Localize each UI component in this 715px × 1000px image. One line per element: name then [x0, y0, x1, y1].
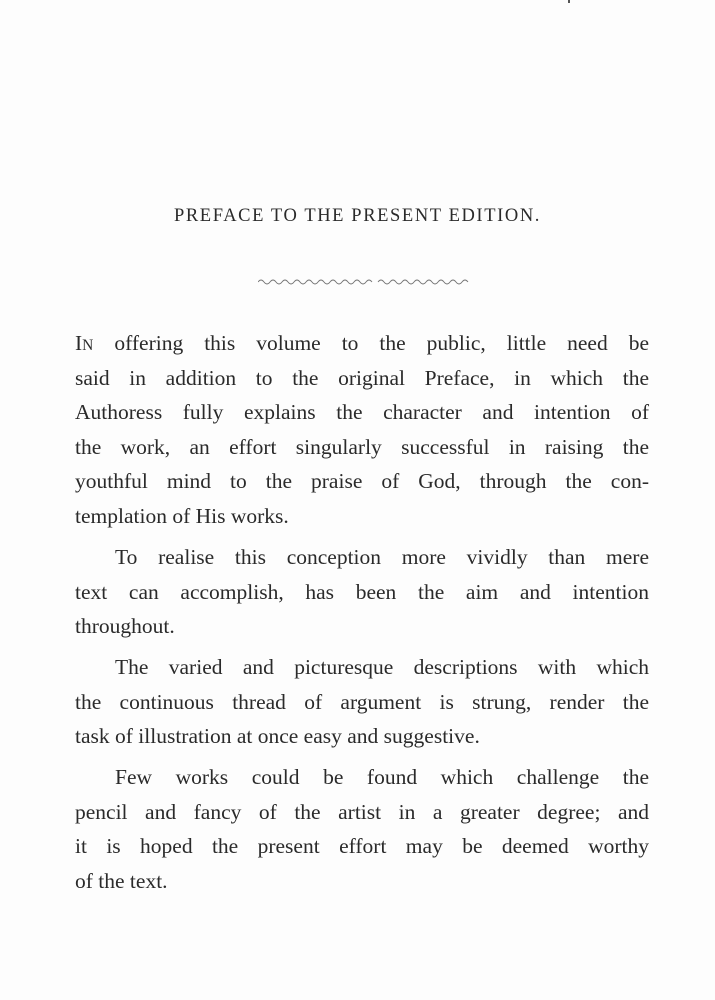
text-line: pencil and fancy of the artist in a greater degree; and	[75, 799, 649, 824]
text-line: To realise this conception more vividly than mere	[115, 545, 649, 569]
text-line: Authoress fully explains the character and intention of	[75, 400, 649, 424]
paragraph-4	[75, 760, 649, 898]
text-line: said in addition to the original Preface, in which the	[75, 365, 649, 390]
text-line: templation of His works.	[75, 503, 289, 528]
text-line: the work, an effort singularly successful in raising the	[75, 434, 649, 459]
scan-speck	[568, 0, 570, 3]
text-line: text can accomplish, has been the aim and intention	[75, 579, 649, 604]
text-line: it is hoped the present effort may be deemed worthy	[75, 834, 649, 858]
drop-initial: I	[75, 331, 83, 355]
text-line	[75, 326, 649, 361]
text-line: of the text.	[75, 868, 168, 893]
small-caps: N	[82, 337, 94, 354]
text-line: Few works could be found which challenge the	[115, 765, 649, 789]
text-line: The varied and picturesque descriptions with which	[115, 655, 649, 679]
paragraph-3	[75, 650, 649, 754]
paragraph-2	[75, 540, 649, 644]
text-span: offering this volume to the public, little need be	[93, 331, 649, 355]
text-line: youthful mind to the praise of God, through the con-	[75, 469, 649, 493]
ornamental-divider	[258, 276, 472, 286]
paragraph-1	[75, 326, 649, 533]
text-line: the continuous thread of argument is strung, render the	[75, 689, 649, 714]
page-title: PREFACE TO THE PRESENT EDITION.	[173, 206, 542, 226]
text-line: throughout.	[75, 614, 175, 638]
text-line: task of illustration at once easy and suggestive.	[75, 724, 480, 748]
